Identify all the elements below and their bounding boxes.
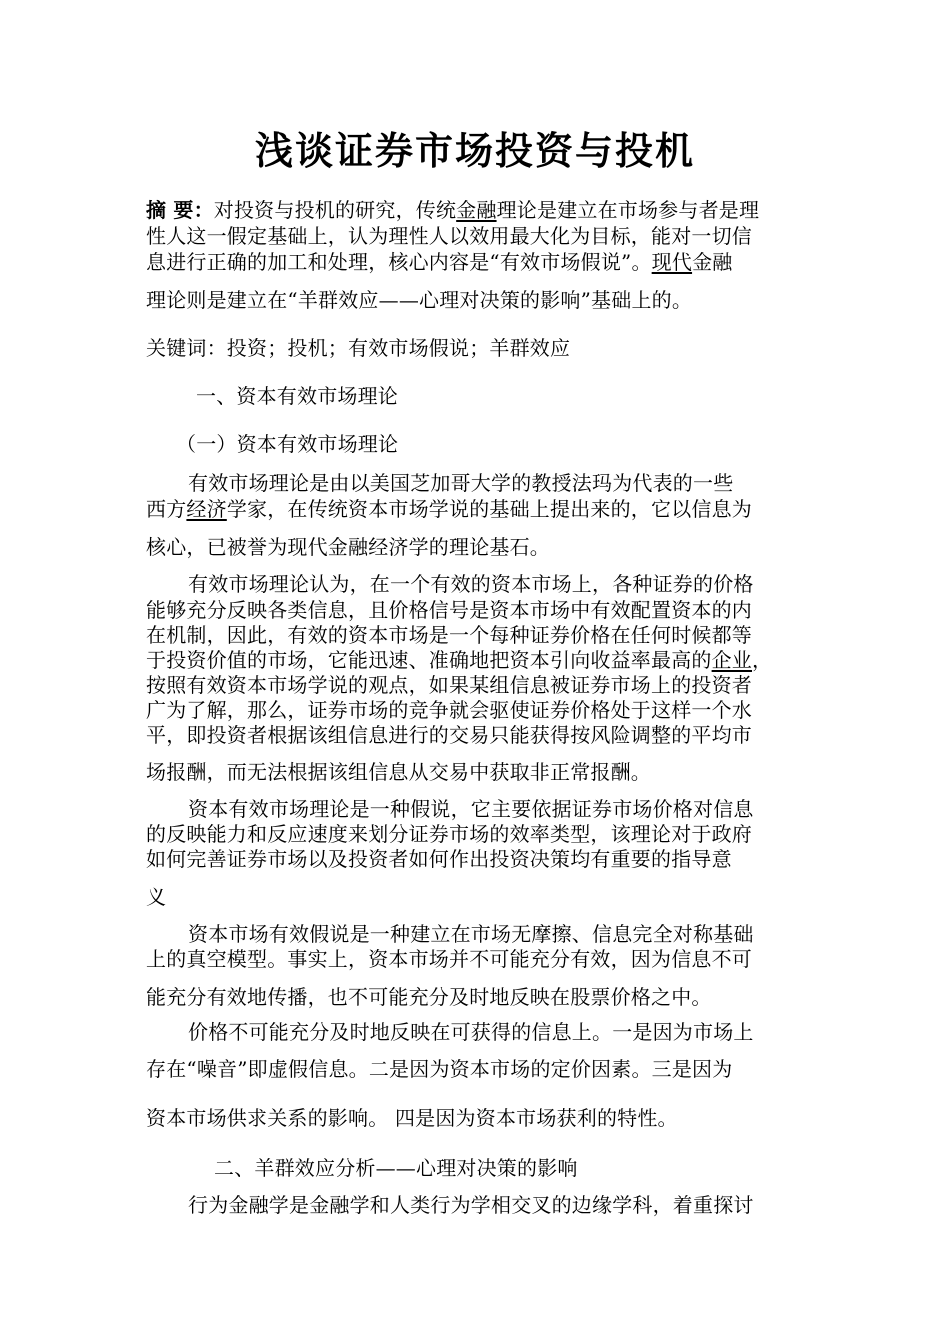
p1-text: 西方 — [146, 497, 187, 521]
p2-line-2: 能够充分反映各类信息，且价格信号是资本市场中有效配置资本的内 — [146, 598, 752, 622]
keywords: 关键词：投资；投机；有效市场假说；羊群效应 — [146, 336, 571, 360]
p1-text: 学家，在传统资本市场学说的基础上提出来的，它以信息为 — [226, 497, 753, 521]
abstract-text: 理论是建立在市场参与者是理 — [496, 198, 760, 222]
p3-line-4: 义 — [146, 885, 167, 909]
p1-line-2 — [146, 499, 752, 519]
abstract-line-3 — [146, 252, 732, 272]
p2-text: 于投资价值的市场，它能迅速、准确地把资本引向收益率最高的 — [146, 648, 712, 672]
p2-line-8: 场报酬，而无法根据该组信息从交易中获取非正常报酬。 — [146, 760, 651, 784]
p1-line-3: 核心，已被誉为现代金融经济学的理论基石。 — [146, 535, 550, 559]
link-jingji[interactable]: 经济 — [186, 497, 227, 521]
link-jinrong[interactable]: 金融 — [456, 198, 497, 222]
abstract-line-1 — [146, 200, 759, 220]
abstract-line-2: 性人这一假定基础上，认为理性人以效用最大化为目标，能对一切信 — [146, 224, 752, 248]
p6-line-1: 行为金融学是金融学和人类行为学相交叉的边缘学科，着重探讨 — [188, 1193, 754, 1217]
p5-line-2: 存在“噪音”即虚假信息。二是因为资本市场的定价因素。三是因为 — [146, 1057, 733, 1081]
p4-line-3: 能充分有效地传播，也不可能充分及时地反映在股票价格之中。 — [146, 985, 712, 1009]
p2-line-6: 广为了解，那么，证券市场的竞争就会驱使证券价格处于这样一个水 — [146, 698, 752, 722]
document-title: 浅谈证券市场投资与投机 — [254, 128, 695, 173]
p5-line-1: 价格不可能充分及时地反映在可获得的信息上。一是因为市场上 — [188, 1020, 754, 1044]
section-heading-2: 二、羊群效应分析——心理对决策的影响 — [214, 1156, 578, 1180]
link-qiye[interactable]: 企业 — [711, 648, 753, 672]
abstract-line-4: 理论则是建立在“羊群效应——心理对决策的影响”基础上的。 — [146, 288, 693, 312]
p5-line-3: 资本市场供求关系的影响。 四是因为资本市场获利的特性。 — [146, 1106, 678, 1130]
section-heading-1: 一、资本有效市场理论 — [196, 384, 398, 408]
p4-line-2: 上的真空模型。事实上，资本市场并不可能充分有效，因为信息不可 — [146, 947, 752, 971]
p2-line-5: 按照有效资本市场学说的观点，如果某组信息被证券市场上的投资者 — [146, 673, 752, 697]
p2-line-7: 平，即投资者根据该组信息进行的交易只能获得按风险调整的平均市 — [146, 723, 752, 747]
p2-line-4 — [146, 650, 772, 670]
link-xiandai[interactable]: 现代 — [651, 250, 693, 274]
p4-line-1: 资本市场有效假说是一种建立在市场无摩擦、信息完全对称基础 — [188, 922, 754, 946]
p2-text: ， — [752, 648, 773, 672]
p1-line-1: 有效市场理论是由以美国芝加哥大学的教授法玛为代表的一些 — [188, 471, 734, 495]
abstract-text: 息进行正确的加工和处理，核心内容是“有效市场假说”。 — [146, 250, 652, 274]
p2-line-3: 在机制，因此，有效的资本市场是一个每种证券价格在任何时候都等 — [146, 623, 752, 647]
p3-line-3: 如何完善证券市场以及投资者如何作出投资决策均有重要的指导意 — [146, 847, 732, 871]
abstract-text: 对投资与投机的研究，传统 — [213, 198, 457, 222]
subsection-heading-1: （一）资本有效市场理论 — [176, 432, 399, 456]
p3-line-1: 资本有效市场理论是一种假说，它主要依据证券市场价格对信息 — [188, 797, 754, 821]
p2-line-1: 有效市场理论认为，在一个有效的资本市场上，各种证券的价格 — [188, 572, 754, 596]
abstract-text: 金融 — [692, 250, 733, 274]
abstract-label: 摘 要： — [146, 198, 214, 222]
p3-line-2: 的反映能力和反应速度来划分证券市场的效率类型，该理论对于政府 — [146, 822, 752, 846]
